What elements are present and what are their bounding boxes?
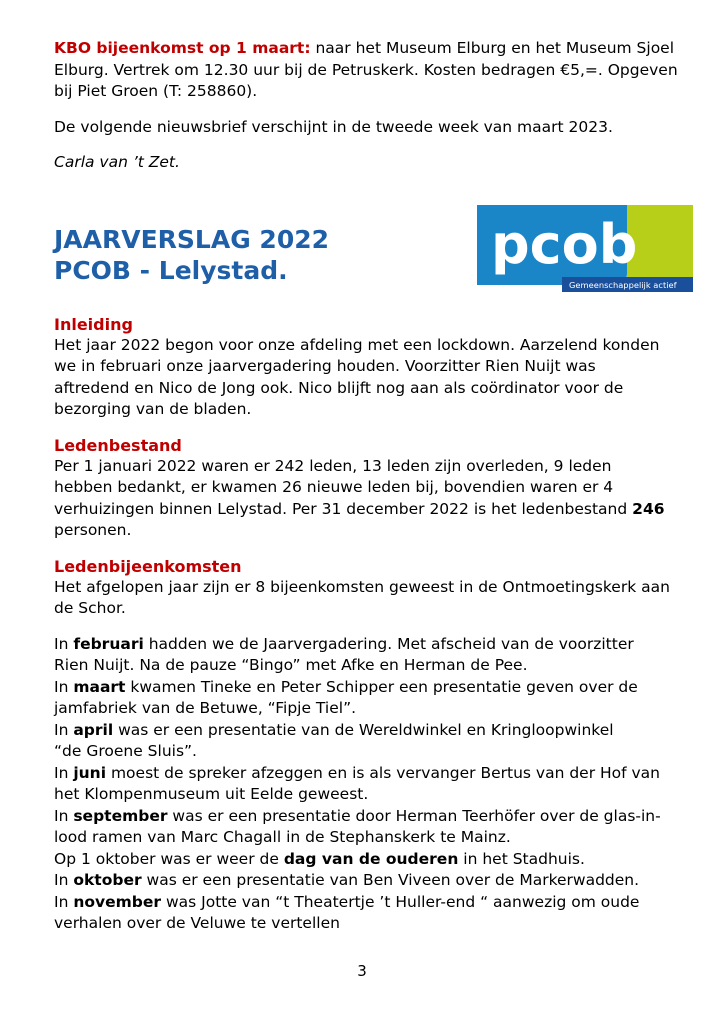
report-subtitle: PCOB - Lelystad.	[54, 255, 288, 285]
meeting-line: het Klompenmuseum uit Eelde geweest.	[54, 785, 369, 803]
inleiding-heading: Inleiding	[54, 314, 133, 334]
inleiding-text: Het jaar 2022 begon voor onze afdeling met een lockdown. Aarzelend konden we in februari onze jaarvergadering houden. Voorzitter Rien Nuijt was aftredend en Nico de Jong ook. Nico blijft nog aan als coördinator voor de bezorging van de bladen.	[54, 335, 660, 418]
pcob-logo	[477, 205, 693, 309]
section-inleiding	[54, 314, 684, 421]
ledenbestand-heading: Ledenbestand	[54, 435, 182, 455]
bijeenkomsten-intro: Het afgelopen jaar zijn er 8 bijeenkomsten geweest in de Ontmoetingskerk aan de Schor.	[54, 577, 670, 617]
logo-wordmark: pcob	[491, 212, 638, 276]
next-newsletter-text: De volgende nieuwsbrief verschijnt in de tweede week van maart 2023.	[54, 117, 613, 136]
ledenbestand-text: Per 1 januari 2022 waren er 242 leden, 13 leden zijn overleden, 9 leden hebben bedankt, er kwamen 26 nieuwe leden bij, bovendien waren er 4 verhuizingen binnen Lelystad. Per 31 december 2022 is het ledenbestand 246 personen.	[54, 456, 665, 539]
meeting-line: In oktober was er een presentatie van Ben Viveen over de Markerwadden.	[54, 871, 640, 889]
kbo-heading: KBO bijeenkomst op 1 maart:	[54, 39, 311, 57]
report-title-block	[54, 212, 684, 304]
report-title: JAARVERSLAG 2022	[54, 224, 330, 254]
meeting-line: Op 1 oktober was er weer de dag van de ouderen in het Stadhuis.	[54, 849, 585, 868]
meeting-line: jamfabriek van de Betuwe, “Fipje Tiel”.	[54, 699, 357, 717]
meeting-month: juni	[73, 763, 107, 782]
meeting-line: In maart kwamen Tineke en Peter Schipper een presentatie geven over de	[54, 677, 638, 696]
section-ledenbestand	[54, 435, 684, 542]
logo-tagline: Gemeenschappelijk actief	[569, 279, 677, 290]
meeting-line: In april was er een presentatie van de Wereldwinkel en Kringloopwinkel	[54, 720, 614, 739]
meeting-month: oktober	[73, 871, 142, 889]
meeting-line: verhalen over de Veluwe te vertellen	[54, 914, 340, 932]
meeting-line: In november was Jotte van “t Theatertje ’t Huller-end “ aanwezig om oude	[54, 892, 640, 911]
meeting-month: februari	[73, 634, 144, 653]
page-content	[54, 38, 684, 935]
section-ledenbijeenkomsten	[54, 556, 684, 935]
meeting-line: “de Groene Sluis”.	[54, 742, 197, 760]
meeting-month: maart	[73, 677, 126, 696]
meeting-month: dag van de ouderen	[283, 849, 459, 868]
meeting-line: lood ramen van Marc Chagall in de Stephanskerk te Mainz.	[54, 828, 511, 846]
member-count: 246	[632, 499, 665, 518]
page-number: 3	[357, 962, 367, 980]
meeting-line: In juni moest de spreker afzeggen en is als vervanger Bertus van der Hof van	[54, 763, 661, 782]
signature: Carla van ’t Zet.	[54, 153, 180, 171]
meeting-month: september	[73, 806, 168, 825]
meeting-line: In februari hadden we de Jaarvergadering. Met afscheid van de voorzitter	[54, 634, 634, 653]
meeting-month: november	[73, 892, 162, 911]
bijeenkomsten-heading: Ledenbijeenkomsten	[54, 556, 242, 576]
meeting-line: Rien Nuijt. Na de pauze “Bingo” met Afke en Herman de Pee.	[54, 656, 528, 674]
kbo-paragraph: KBO bijeenkomst op 1 maart: naar het Museum Elburg en het Museum Sjoel Elburg. Vertrek om 12.30 uur bij de Petruskerk. Kosten bedragen €5,=. Opgeven bij Piet Groen (T: 258860).	[54, 39, 678, 100]
meeting-line: In september was er een presentatie door Herman Teerhöfer over de glas-in-	[54, 806, 661, 825]
meetings-list	[54, 634, 684, 935]
meeting-month: april	[73, 720, 114, 739]
